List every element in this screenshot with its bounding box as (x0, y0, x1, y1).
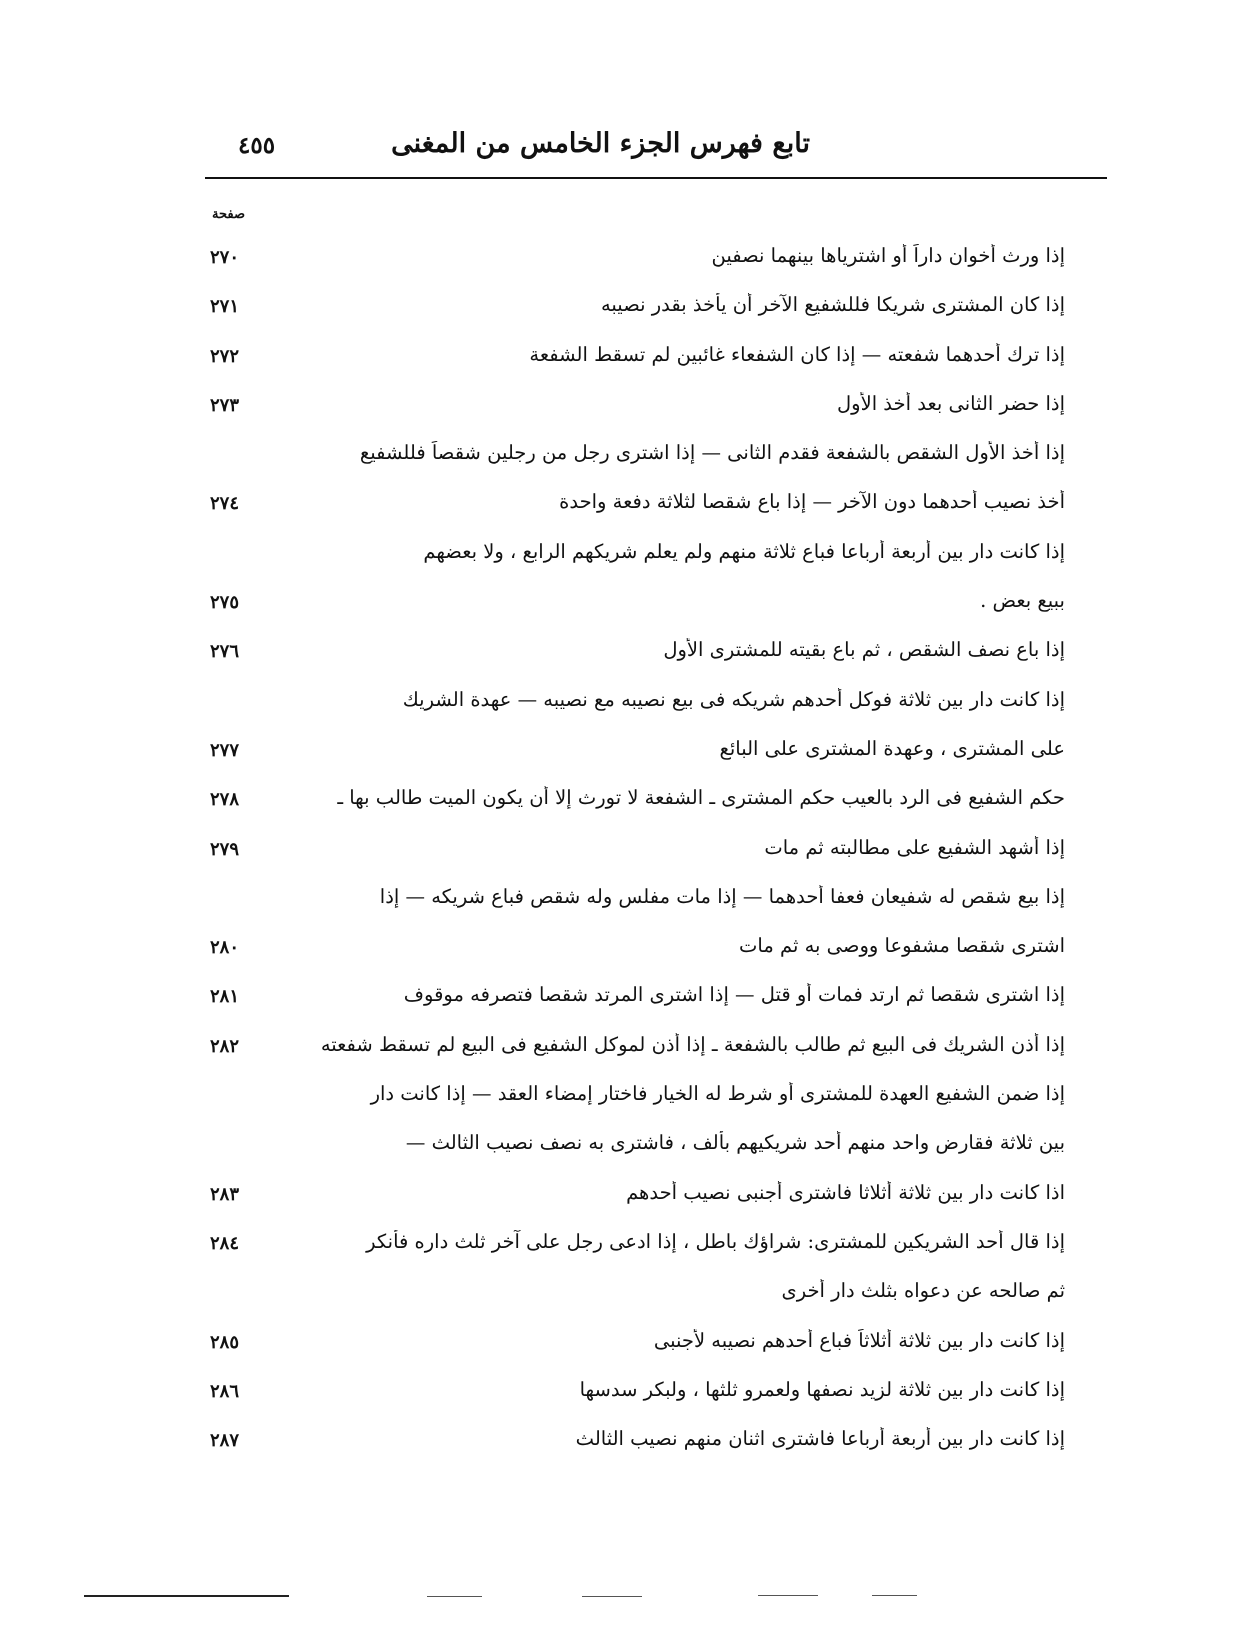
index-entry-page: ٢٨٢ (210, 1035, 240, 1057)
index-entry-page: ٢٧٩ (210, 838, 240, 860)
index-entry-page: ٢٨٧ (210, 1430, 240, 1452)
index-entry-page: ٢٧٨ (210, 789, 240, 811)
index-row (205, 1421, 1065, 1470)
index-entry-text: إذا كانت دار بين ثلاثة أثلاثاً فباع أحدهم نصيبه لأجنبى (653, 1328, 1065, 1352)
index-entries (205, 238, 1065, 1470)
index-row (205, 337, 1065, 386)
page-column-label: صفحة (212, 207, 245, 222)
index-entry-text: إذا كانت دار بين أربعة أرباعا فاشترى اثنان منهم نصيب الثالث (575, 1427, 1065, 1451)
index-entry-page: ٢٨٦ (210, 1380, 240, 1402)
index-entry-page: ٢٧٢ (210, 345, 240, 367)
index-row (205, 1323, 1065, 1372)
index-row (205, 386, 1065, 435)
index-row (205, 977, 1065, 1026)
index-entry-text: على المشترى ، وعهدة المشترى على البائع (719, 736, 1065, 760)
index-row (205, 731, 1065, 780)
index-entry-page: ٢٧٧ (210, 739, 240, 761)
index-entry-page: ٢٧٥ (210, 592, 240, 614)
index-row (205, 583, 1065, 632)
index-entry-page: ٢٨٥ (210, 1331, 240, 1353)
footer-mark (872, 1595, 917, 1596)
index-row (205, 534, 1065, 583)
page-number: ٤٥٥ (238, 132, 276, 159)
index-entry-page: ٢٨٤ (210, 1232, 240, 1254)
footer-rule (84, 1595, 289, 1597)
index-row (205, 484, 1065, 533)
index-entry-page: ٢٧٣ (210, 394, 240, 416)
index-entry-text: إذا كانت دار بين ثلاثة لزيد نصفها ولعمرو ثلثها ، ولبكر سدسها (579, 1377, 1065, 1401)
index-row (205, 435, 1065, 484)
index-entry-text: إذا أذن الشريك فى البيع ثم طالب بالشفعة ـ إذا أذن لموكل الشفيع فى البيع لم تسقط شفعته (320, 1032, 1065, 1056)
index-row (205, 632, 1065, 681)
index-entry-page: ٢٧٦ (210, 641, 240, 663)
index-entry-page: ٢٨٣ (210, 1183, 240, 1205)
index-row (205, 928, 1065, 977)
index-entry-text: اذا كانت دار بين ثلاثة أثلاثا فاشترى أجنبى نصيب أحدهم (626, 1180, 1065, 1204)
index-row (205, 830, 1065, 879)
index-entry-page: ٢٧٤ (210, 493, 240, 515)
header-rule (205, 177, 1107, 179)
index-entry-text: إذا ترك أحدهما شفعته — إذا كان الشفعاء غائبين لم تسقط الشفعة (529, 342, 1065, 366)
index-row (205, 879, 1065, 928)
index-entry-text: ثم صالحه عن دعواه بثلث دار أخرى (781, 1279, 1065, 1303)
index-entry-text: إذا ضمن الشفيع العهدة للمشترى أو شرط له الخيار فاختار إمضاء العقد — إذا كانت دار (370, 1082, 1065, 1106)
index-entry-text: أخذ نصيب أحدهما دون الآخر — إذا باع شقصا لثلاثة دفعة واحدة (559, 490, 1065, 514)
index-row (205, 1224, 1065, 1273)
index-entry-text: إذا باع نصف الشقص ، ثم باع بقيته للمشترى الأول (663, 638, 1065, 662)
index-entry-text: بين ثلاثة فقارض واحد منهم أحد شريكيهم بألف ، فاشترى به نصف نصيب الثالث — (405, 1131, 1065, 1155)
footer-mark (427, 1596, 482, 1597)
index-row (205, 1125, 1065, 1174)
index-entry-text: إذا قال أحد الشريكين للمشترى: شراؤك باطل ، إذا ادعى رجل على آخر ثلث داره فأنكر (366, 1229, 1065, 1253)
index-entry-text: حكم الشفيع فى الرد بالعيب حكم المشترى ـ الشفعة لا تورث إلا أن يكون الميت طالب بها ـ (337, 786, 1065, 810)
index-entry-text: إذا كان المشترى شريكا فللشفيع الآخر أن يأخذ بقدر نصيبه (600, 293, 1065, 317)
footer-mark (582, 1596, 642, 1597)
index-entry-text: إذا أشهد الشفيع على مطالبته ثم مات (764, 835, 1065, 859)
index-row (205, 780, 1065, 829)
running-header-title: تابع فهرس الجزء الخامس من المغنى (391, 128, 810, 159)
index-entry-page: ٢٧٠ (210, 247, 240, 268)
index-entry-text: إذا ورث أخوان داراً أو اشترياها بينهما نصفين (711, 244, 1065, 267)
index-row (205, 682, 1065, 731)
index-row (205, 1175, 1065, 1224)
index-entry-text: إذا اشترى شقصا ثم ارتد فمات أو قتل — إذا اشترى المرتد شقصا فتصرفه موقوف (403, 983, 1065, 1007)
index-row (205, 1027, 1065, 1076)
index-entry-text: إذا بيع شقص له شفيعان فعفا أحدهما — إذا مات مفلس وله شقص فباع شريكه — إذا (379, 884, 1065, 908)
index-entry-text: ببيع بعض . (980, 589, 1065, 613)
index-entry-text: إذا أخذ الأول الشقص بالشفعة فقدم الثانى — إذا اشترى رجل من رجلين شقصاً فللشفيع (359, 441, 1065, 465)
index-entry-page: ٢٨١ (210, 986, 240, 1008)
index-entry-text: اشترى شقصا مشفوعا ووصى به ثم مات (739, 934, 1065, 958)
footer-mark (758, 1595, 818, 1596)
index-entry-page: ٢٨٠ (210, 937, 240, 959)
index-entry-text: إذا كانت دار بين ثلاثة فوكل أحدهم شريكه فى بيع نصيبه مع نصيبه — عهدة الشريك (402, 687, 1065, 711)
index-row (205, 238, 1065, 287)
index-row (205, 287, 1065, 336)
index-entry-page: ٢٧١ (210, 296, 240, 318)
index-entry-text: إذا حضر الثانى بعد أخذ الأول (836, 391, 1065, 415)
index-entry-text: إذا كانت دار بين أربعة أرباعا فباع ثلاثة منهم ولم يعلم شريكهم الرابع ، ولا بعضهم (423, 539, 1065, 563)
index-row (205, 1372, 1065, 1421)
index-row (205, 1273, 1065, 1322)
index-row (205, 1076, 1065, 1125)
